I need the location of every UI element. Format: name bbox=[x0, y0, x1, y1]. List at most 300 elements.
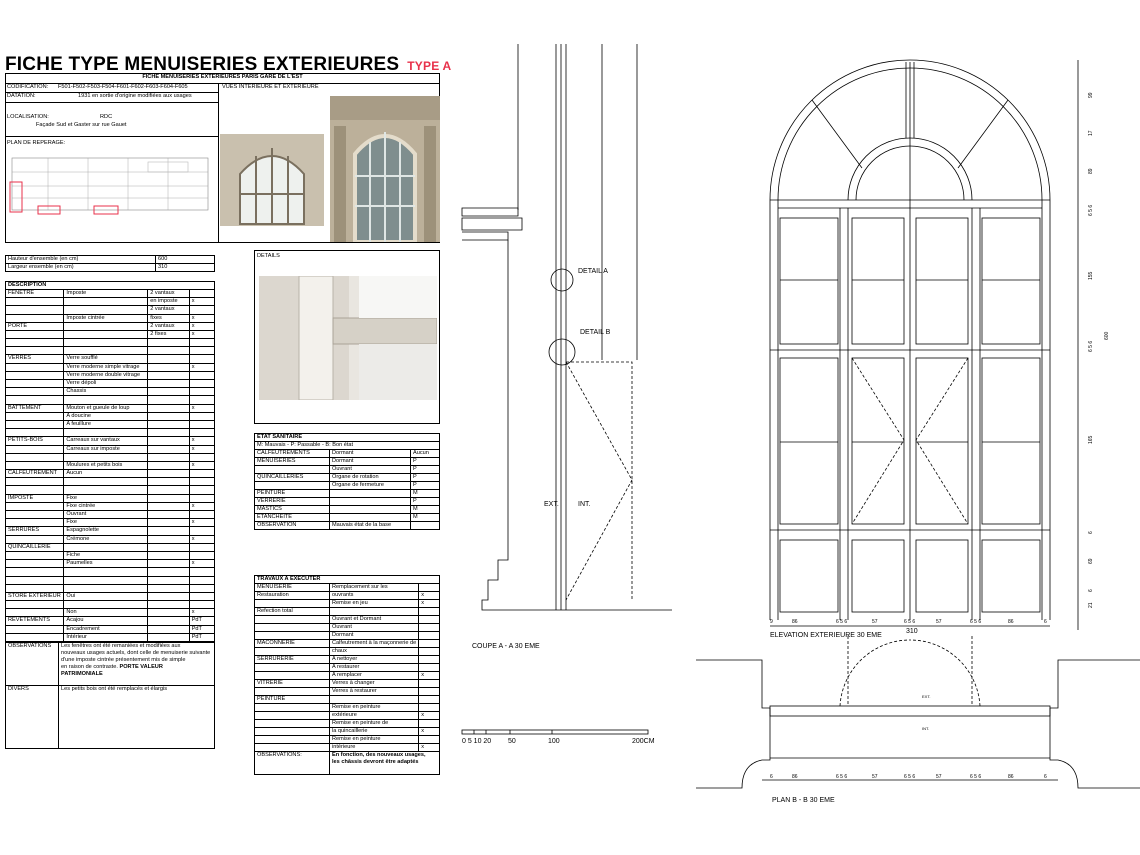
table-row bbox=[255, 639, 440, 647]
table-cell: Verre moderne double vitrage bbox=[64, 371, 148, 379]
table-cell: Organe de rotation bbox=[330, 473, 411, 481]
table-cell bbox=[189, 429, 214, 437]
observations-line: Les fenêtres ont été remaniées et modifiées aux bbox=[61, 643, 181, 650]
table-cell: PdT bbox=[189, 625, 214, 633]
dimension-label: 57 bbox=[936, 774, 942, 780]
table-cell bbox=[189, 339, 214, 347]
table-cell bbox=[64, 601, 148, 609]
table-cell bbox=[419, 663, 440, 671]
etat-header: ETAT SANITAIRE bbox=[255, 434, 440, 442]
table-cell: Non bbox=[64, 609, 148, 617]
table-cell bbox=[330, 607, 419, 615]
table-row bbox=[6, 568, 215, 576]
table-cell bbox=[148, 633, 189, 641]
dim-label: Hauteur d'ensemble (en cm) bbox=[6, 256, 156, 264]
ext-label: EXT. bbox=[544, 501, 559, 508]
table-cell: A restaurer bbox=[330, 663, 419, 671]
dim-total: 310 bbox=[906, 628, 918, 635]
table-cell bbox=[189, 592, 214, 600]
dim-height: 600 bbox=[1104, 331, 1110, 340]
dimension-label: 6 5 6 bbox=[1088, 204, 1094, 216]
table-cell bbox=[148, 584, 189, 592]
table-cell bbox=[189, 601, 214, 609]
table-row bbox=[255, 449, 440, 457]
localisation-value1: RDC bbox=[100, 114, 113, 120]
dimension-label: 57 bbox=[872, 774, 878, 780]
table-cell: Verres à restaurer bbox=[330, 687, 419, 695]
dimension-label: 155 bbox=[1088, 271, 1094, 280]
table-cell: x bbox=[189, 314, 214, 322]
elevation-bottom-dims bbox=[770, 619, 1047, 625]
table-cell bbox=[148, 511, 189, 519]
table-row bbox=[6, 363, 215, 371]
table-row bbox=[255, 599, 440, 607]
observations-line: d'une imposte cintrée présentement mis de simple bbox=[61, 657, 186, 664]
table-cell: BATTEMENT bbox=[6, 404, 64, 412]
table-cell bbox=[255, 465, 330, 473]
table-cell bbox=[6, 461, 64, 469]
table-row bbox=[255, 489, 440, 497]
table-cell: OBSERVATION bbox=[255, 521, 330, 529]
table-cell bbox=[64, 576, 148, 584]
table-cell: M bbox=[411, 505, 440, 513]
table-cell bbox=[6, 601, 64, 609]
table-cell: P bbox=[411, 481, 440, 489]
table-cell bbox=[255, 623, 330, 631]
table-row bbox=[255, 623, 440, 631]
table-cell: M bbox=[411, 489, 440, 497]
table-cell: x bbox=[189, 445, 214, 453]
details-label: DETAILS bbox=[257, 253, 280, 259]
table-cell bbox=[64, 543, 148, 551]
table-cell: PETITS-BOIS bbox=[6, 437, 64, 445]
table-cell: Fiche bbox=[64, 551, 148, 559]
observations-line: les châssis devront être adaptés bbox=[332, 758, 419, 765]
table-cell: PEINTURE bbox=[255, 695, 330, 703]
dim-label: Largeur ensemble (en cm) bbox=[6, 263, 156, 271]
table-cell bbox=[255, 647, 330, 655]
table-cell bbox=[255, 481, 330, 489]
table-cell: CALFEUTREMENT bbox=[6, 470, 64, 478]
sheet-title-text: FICHE TYPE MENUISERIES EXTERIEURES bbox=[5, 54, 400, 75]
table-cell bbox=[148, 445, 189, 453]
table-cell bbox=[148, 592, 189, 600]
table-cell bbox=[6, 609, 64, 617]
table-row bbox=[255, 441, 440, 449]
table-row bbox=[255, 671, 440, 679]
table-row bbox=[255, 703, 440, 711]
table-cell bbox=[64, 298, 148, 306]
table-cell bbox=[64, 396, 148, 404]
plan-dims bbox=[770, 774, 1047, 780]
dimension-label: 86 bbox=[792, 774, 798, 780]
dimensions-table bbox=[5, 255, 215, 272]
table-row bbox=[255, 687, 440, 695]
table-cell bbox=[255, 615, 330, 623]
table-row bbox=[6, 445, 215, 453]
dimension-label: 86 bbox=[792, 619, 798, 625]
table-cell: Paumelles bbox=[64, 560, 148, 568]
table-row bbox=[255, 743, 440, 751]
table-cell bbox=[255, 711, 330, 719]
table-row bbox=[6, 686, 215, 749]
table-cell: 2 vantaux bbox=[148, 322, 189, 330]
table-cell: ETANCHEITE bbox=[255, 513, 330, 521]
table-row bbox=[255, 473, 440, 481]
table-cell bbox=[411, 521, 440, 529]
table-cell bbox=[148, 527, 189, 535]
table-cell: x bbox=[189, 519, 214, 527]
dimension-label: 6 5 6 bbox=[836, 619, 848, 625]
table-cell bbox=[148, 560, 189, 568]
table-cell bbox=[148, 568, 189, 576]
table-cell: x bbox=[419, 599, 440, 607]
table-row bbox=[6, 625, 215, 633]
table-cell: SERRURERIE bbox=[255, 655, 330, 663]
table-cell bbox=[148, 420, 189, 428]
elevation-right-dims bbox=[1088, 92, 1094, 608]
table-row bbox=[255, 695, 440, 703]
table-cell bbox=[6, 568, 64, 576]
table-row bbox=[255, 655, 440, 663]
table-cell: P bbox=[411, 497, 440, 505]
table-cell: chaux bbox=[330, 647, 419, 655]
dimension-label: 6 bbox=[1044, 774, 1047, 780]
table-cell: Ouvrant bbox=[64, 511, 148, 519]
table-cell bbox=[148, 404, 189, 412]
table-cell bbox=[189, 396, 214, 404]
elevation-caption: ELEVATION EXTERIEURE 30 EME bbox=[770, 632, 882, 639]
dim-value: 310 bbox=[156, 263, 215, 271]
table-row bbox=[6, 486, 215, 494]
table-cell bbox=[419, 583, 440, 591]
table-row bbox=[6, 371, 215, 379]
table-cell: Remise en jeu bbox=[330, 599, 419, 607]
dimension-label: 6 5 6 bbox=[970, 774, 982, 780]
observations-label: OBSERVATIONS bbox=[6, 643, 59, 686]
table-row bbox=[6, 535, 215, 543]
dimension-label: 57 bbox=[872, 619, 878, 625]
table-cell bbox=[6, 486, 64, 494]
observations-line: nouveaux usages actuels, dont celle de menuiserie suivante bbox=[61, 650, 211, 657]
table-row bbox=[6, 633, 215, 641]
table-cell: x bbox=[189, 461, 214, 469]
table-row bbox=[255, 583, 440, 591]
description-block bbox=[5, 281, 215, 749]
table-cell: P bbox=[411, 465, 440, 473]
table-cell bbox=[6, 380, 64, 388]
table-row bbox=[6, 494, 215, 502]
datation-value: 1931 en sortie d'origine modifiées aux usages bbox=[78, 93, 192, 99]
table-cell bbox=[6, 478, 64, 486]
table-row bbox=[255, 576, 440, 584]
table-cell: Verre dépoli bbox=[64, 380, 148, 388]
table-cell bbox=[189, 494, 214, 502]
table-row bbox=[6, 461, 215, 469]
observations-line: PATRIMONIALE bbox=[61, 670, 103, 677]
table-cell bbox=[255, 631, 330, 639]
table-cell: A remplacer bbox=[330, 671, 419, 679]
table-cell: x bbox=[419, 743, 440, 751]
table-row bbox=[6, 437, 215, 445]
scale-label: 50 bbox=[508, 738, 516, 745]
table-cell bbox=[64, 453, 148, 461]
table-cell bbox=[189, 412, 214, 420]
table-cell bbox=[6, 339, 64, 347]
dimension-label: 69 bbox=[1088, 558, 1094, 564]
dimension-label: 86 bbox=[1008, 619, 1014, 625]
table-row bbox=[6, 404, 215, 412]
table-cell: A feuillure bbox=[64, 420, 148, 428]
scale-label: 0 5 10 20 bbox=[462, 738, 492, 745]
table-cell: CALFEUTREMENTS bbox=[255, 449, 330, 457]
plan-thumbnail bbox=[8, 152, 216, 222]
table-cell bbox=[6, 330, 64, 338]
table-cell bbox=[189, 306, 214, 314]
table-cell bbox=[189, 576, 214, 584]
table-cell: MASTICS bbox=[255, 505, 330, 513]
table-row bbox=[255, 465, 440, 473]
table-row bbox=[6, 339, 215, 347]
table-cell: la quincaillerie bbox=[330, 727, 419, 735]
datation-label: DATATION: bbox=[7, 93, 36, 99]
table-cell: Intérieur bbox=[64, 633, 148, 641]
observations-line: en raison de contraste. bbox=[61, 664, 118, 670]
table-cell bbox=[64, 339, 148, 347]
table-row bbox=[255, 719, 440, 727]
localisation-label: LOCALISATION: bbox=[7, 114, 49, 120]
table-row bbox=[6, 289, 215, 297]
table-cell: x bbox=[189, 322, 214, 330]
codification-value: F501-F502-F503-F504-F601-F602-F603-F604-F605 bbox=[58, 84, 188, 90]
table-row bbox=[6, 617, 215, 625]
table-cell bbox=[189, 347, 214, 355]
table-cell: Encadrement bbox=[64, 625, 148, 633]
table-cell bbox=[189, 289, 214, 297]
table-cell: MENUISERIES bbox=[255, 457, 330, 465]
table-cell bbox=[148, 494, 189, 502]
table-row bbox=[6, 412, 215, 420]
travaux-table bbox=[254, 575, 440, 775]
plan-ext-label: EXT. bbox=[922, 694, 931, 699]
dimension-label: 9 bbox=[770, 619, 773, 625]
table-cell bbox=[64, 306, 148, 314]
table-cell bbox=[64, 429, 148, 437]
table-cell: Ouvrant bbox=[330, 623, 419, 631]
table-row bbox=[6, 282, 215, 290]
table-cell bbox=[148, 412, 189, 420]
dimension-label: 6 5 6 bbox=[836, 774, 848, 780]
table-row bbox=[6, 478, 215, 486]
description-table bbox=[5, 281, 215, 642]
table-cell: x bbox=[189, 363, 214, 371]
table-cell: Restauration bbox=[255, 591, 330, 599]
table-row bbox=[6, 502, 215, 510]
table-cell: x bbox=[189, 404, 214, 412]
dimension-label: 6 bbox=[1088, 531, 1094, 534]
table-cell bbox=[6, 576, 64, 584]
details-photo bbox=[259, 276, 437, 400]
dimension-label: 89 bbox=[1088, 168, 1094, 174]
table-cell bbox=[148, 617, 189, 625]
table-cell bbox=[6, 633, 64, 641]
scale-label: 200CM bbox=[632, 738, 655, 745]
table-cell: ouvrants bbox=[330, 591, 419, 599]
coupe-drawing bbox=[462, 44, 672, 610]
table-row bbox=[6, 519, 215, 527]
table-cell: Ouvrant bbox=[330, 465, 411, 473]
info-block bbox=[5, 73, 440, 243]
table-cell: x bbox=[189, 535, 214, 543]
table-cell bbox=[148, 453, 189, 461]
plan-int-label: INT. bbox=[922, 726, 930, 731]
table-cell: Refection total bbox=[255, 607, 330, 615]
table-cell: Oui bbox=[64, 592, 148, 600]
table-cell: OBSERVATIONS: bbox=[255, 751, 330, 774]
table-cell: Verres à changer bbox=[330, 679, 419, 687]
table-row bbox=[255, 513, 440, 521]
table-cell bbox=[419, 615, 440, 623]
table-cell bbox=[189, 543, 214, 551]
dimension-label: 6 5 6 bbox=[1088, 340, 1094, 352]
table-cell: Moulures et petits bois bbox=[64, 461, 148, 469]
table-cell bbox=[419, 719, 440, 727]
dimension-label: 57 bbox=[936, 619, 942, 625]
table-cell bbox=[255, 687, 330, 695]
table-row bbox=[255, 751, 440, 774]
table-cell bbox=[64, 347, 148, 355]
table-row bbox=[255, 663, 440, 671]
table-row bbox=[255, 727, 440, 735]
table-cell bbox=[148, 535, 189, 543]
table-row bbox=[6, 551, 215, 559]
table-cell: Carreaux sur vantaux bbox=[64, 437, 148, 445]
table-row bbox=[6, 592, 215, 600]
table-cell: Dormant bbox=[330, 449, 411, 457]
table-cell bbox=[255, 727, 330, 735]
table-row bbox=[6, 511, 215, 519]
table-row bbox=[255, 735, 440, 743]
table-cell: QUINCAILLERIES bbox=[255, 473, 330, 481]
table-cell bbox=[148, 551, 189, 559]
table-cell: VERRERIE bbox=[255, 497, 330, 505]
divers-text: Les petits bois ont été remplacés et élargis bbox=[59, 686, 215, 749]
table-cell bbox=[189, 527, 214, 535]
scale-bar bbox=[462, 730, 648, 734]
table-row bbox=[6, 256, 215, 264]
table-row bbox=[255, 521, 440, 529]
table-cell bbox=[148, 470, 189, 478]
dimension-label: 6 bbox=[1044, 619, 1047, 625]
table-cell: Remise en peinture bbox=[330, 703, 419, 711]
table-cell bbox=[6, 502, 64, 510]
table-row bbox=[6, 470, 215, 478]
table-cell bbox=[189, 380, 214, 388]
table-cell bbox=[6, 429, 64, 437]
table-cell bbox=[255, 663, 330, 671]
table-cell bbox=[189, 453, 214, 461]
table-cell bbox=[189, 486, 214, 494]
table-cell bbox=[255, 735, 330, 743]
table-cell bbox=[148, 502, 189, 510]
table-cell bbox=[148, 625, 189, 633]
table-row bbox=[6, 420, 215, 428]
table-cell bbox=[6, 519, 64, 527]
table-row bbox=[255, 615, 440, 623]
table-row bbox=[255, 631, 440, 639]
table-cell: REVETEMENTS bbox=[6, 617, 64, 625]
table-cell bbox=[148, 576, 189, 584]
table-cell: Acajou bbox=[64, 617, 148, 625]
table-cell bbox=[419, 703, 440, 711]
table-cell bbox=[148, 609, 189, 617]
table-cell: FENETRE bbox=[6, 289, 64, 297]
table-cell bbox=[6, 412, 64, 420]
dimension-label: 86 bbox=[1008, 774, 1014, 780]
table-cell: P bbox=[411, 457, 440, 465]
table-cell: VITRERIE bbox=[255, 679, 330, 687]
dimension-label: 17 bbox=[1088, 130, 1094, 136]
table-row bbox=[255, 505, 440, 513]
table-cell bbox=[419, 639, 440, 647]
observations-bold: PORTE VALEUR bbox=[119, 664, 163, 670]
table-cell bbox=[6, 306, 64, 314]
observations-line: En fonction, des nouveaux usages, bbox=[332, 751, 426, 758]
table-cell bbox=[330, 513, 411, 521]
table-row bbox=[6, 347, 215, 355]
table-cell bbox=[64, 478, 148, 486]
table-cell bbox=[6, 445, 64, 453]
table-cell: x bbox=[189, 609, 214, 617]
table-row bbox=[6, 576, 215, 584]
table-cell bbox=[148, 429, 189, 437]
plan-caption: PLAN B - B 30 EME bbox=[772, 797, 835, 804]
table-row bbox=[6, 314, 215, 322]
table-cell bbox=[148, 355, 189, 363]
table-cell bbox=[189, 470, 214, 478]
table-cell: Dormant bbox=[330, 631, 419, 639]
table-cell bbox=[148, 339, 189, 347]
plan-label: PLAN DE REPERAGE: bbox=[7, 140, 66, 146]
table-cell bbox=[419, 647, 440, 655]
table-cell: A doucine bbox=[64, 412, 148, 420]
table-cell: Carreaux sur imposte bbox=[64, 445, 148, 453]
table-row bbox=[6, 396, 215, 404]
table-cell: Aucun bbox=[411, 449, 440, 457]
table-cell: x bbox=[419, 727, 440, 735]
table-cell: QUINCAILLERIE bbox=[6, 543, 64, 551]
table-cell bbox=[64, 568, 148, 576]
table-row bbox=[6, 609, 215, 617]
sheet-subtitle: FICHE MENUISERIES EXTERIEURES PARIS GARE DE L'EST bbox=[6, 74, 439, 84]
table-cell bbox=[6, 625, 64, 633]
table-cell bbox=[6, 511, 64, 519]
table-cell: Remplacement sur les bbox=[330, 583, 419, 591]
table-row bbox=[6, 380, 215, 388]
table-row bbox=[6, 543, 215, 551]
exterior-photo bbox=[330, 96, 440, 242]
table-row bbox=[6, 306, 215, 314]
table-cell bbox=[148, 486, 189, 494]
table-cell bbox=[419, 695, 440, 703]
table-cell: Calfeutrement à la maçonnerie de bbox=[330, 639, 419, 647]
table-cell: Ouvrant et Dormant bbox=[330, 615, 419, 623]
table-cell: VERRES bbox=[6, 355, 64, 363]
observations-table bbox=[5, 642, 215, 749]
table-cell bbox=[189, 568, 214, 576]
table-cell bbox=[6, 363, 64, 371]
table-row bbox=[6, 584, 215, 592]
